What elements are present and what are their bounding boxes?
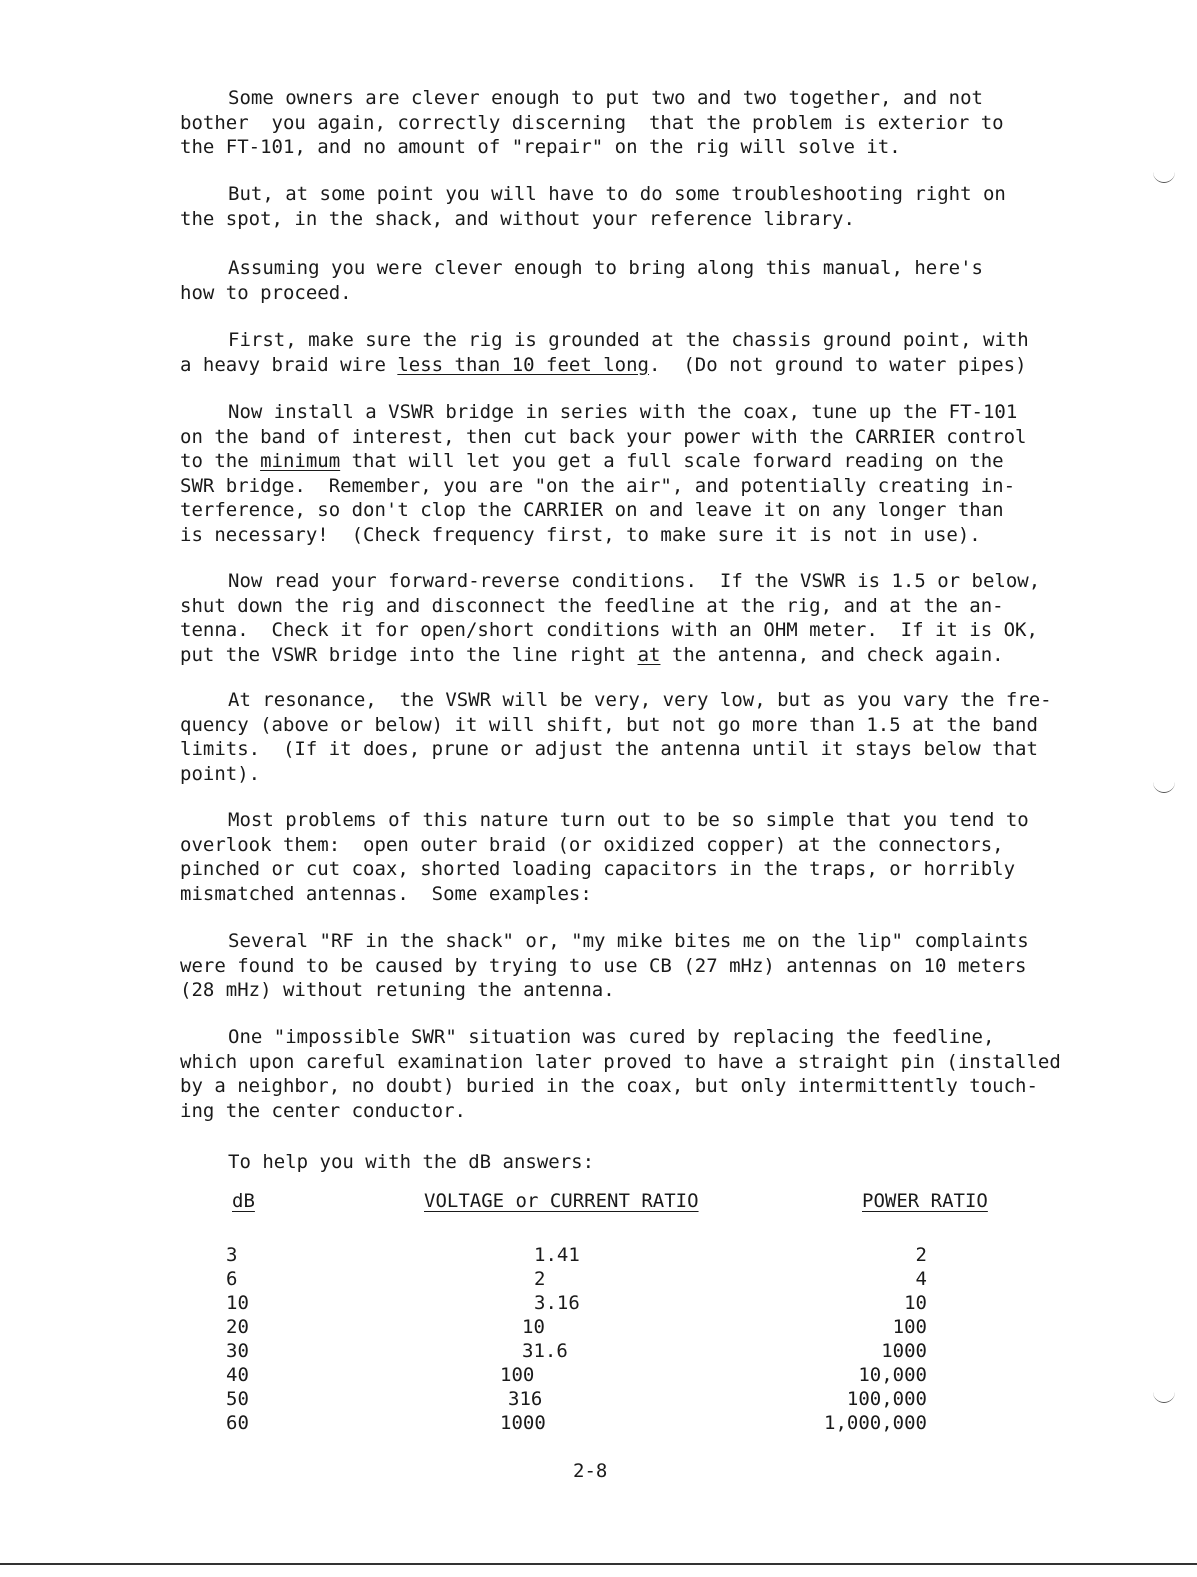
emphasis-underline: at <box>637 643 661 666</box>
paragraph-vswr-install <box>180 400 1080 547</box>
text-line: terference, so don't clop the CARRIER on and leave it on any longer than <box>180 499 1004 521</box>
paragraph-problems <box>180 808 1080 906</box>
emphasis-underline: minimum <box>260 450 341 472</box>
text-line: overlook them: open outer braid (or oxidized copper) at the connectors, <box>180 833 1004 856</box>
voltage-cell: 10 <box>522 1316 545 1338</box>
text-line: to the minimum that will let you get a full scale forward reading on the <box>180 450 1004 472</box>
voltage-cell: 316 <box>508 1388 543 1410</box>
power-column-header: POWER RATIO <box>862 1190 988 1212</box>
voltage-column <box>500 1243 610 1435</box>
text-line: is necessary! (Check frequency first, to make sure it is not in use). <box>180 523 981 546</box>
db-cell: 40 <box>226 1364 249 1386</box>
text-line: At resonance, the VSWR will be very, very low, but as you vary the fre- <box>228 689 1052 711</box>
text-line: limits. (If it does, prune or adjust the antenna until it stays below that <box>180 738 1038 760</box>
paragraph-impossible-swr <box>180 1025 1080 1123</box>
text-line: SWR bridge. Remember, you are "on the air", and potentially creating in- <box>180 474 1016 497</box>
text-line: put the VSWR bridge into the line right at the antenna, and check again. <box>180 643 1004 666</box>
paragraph-grounding <box>180 328 1080 377</box>
text-line: ing the center conductor. <box>180 1099 466 1122</box>
paragraph-resonance <box>180 688 1080 786</box>
text-line: But, at some point you will have to do some troubleshooting right on <box>228 183 1006 205</box>
voltage-cell: 1.41 <box>534 1244 580 1266</box>
text-line: One "impossible SWR" situation was cured by replacing the feedline, <box>228 1026 995 1048</box>
db-cell: 20 <box>226 1316 249 1338</box>
text-line: a heavy braid wire less than 10 feet long. (Do not ground to water pipes) <box>180 353 1027 376</box>
binder-hole-mark <box>1153 1392 1175 1403</box>
db-column <box>226 1243 249 1435</box>
voltage-cell: 1000 <box>500 1412 546 1434</box>
text-line: were found to be caused by trying to use CB (27 mHz) antennas on 10 meters <box>180 954 1027 977</box>
text-line: First, make sure the rig is grounded at the chassis ground point, with <box>228 329 1029 351</box>
paragraph-db-intro <box>180 1150 1080 1175</box>
text-line: Several "RF in the shack" or, "my mike bites me on the lip" complaints <box>228 930 1029 952</box>
db-column-header: dB <box>232 1190 255 1212</box>
db-cell: 50 <box>226 1388 249 1410</box>
text-line: Now read your forward-reverse conditions. If the VSWR is 1.5 or below, <box>228 570 1041 592</box>
power-cell: 10 <box>904 1292 927 1314</box>
power-cell: 100 <box>892 1316 927 1338</box>
voltage-cell: 31.6 <box>522 1340 568 1362</box>
text-line: tenna. Check it for open/short conditions with an OHM meter. If it is OK, <box>180 619 1038 641</box>
text-line: Now install a VSWR bridge in series with the coax, tune up the FT-101 <box>228 401 1018 423</box>
text-line: Assuming you were clever enough to bring along this manual, here's <box>228 257 983 279</box>
voltage-cell: 100 <box>500 1364 535 1386</box>
power-cell: 100,000 <box>846 1388 927 1410</box>
power-cell: 10,000 <box>858 1364 927 1386</box>
text-line: mismatched antennas. Some examples: <box>180 882 592 905</box>
binder-hole-mark <box>1153 172 1175 183</box>
db-cell: 30 <box>226 1340 249 1362</box>
page-bottom-edge <box>0 1563 1197 1565</box>
text-line: which upon careful examination later proved to have a straight pin (installed <box>180 1050 1061 1073</box>
voltage-column-header: VOLTAGE or CURRENT RATIO <box>424 1190 699 1212</box>
paragraph-assuming <box>180 256 1080 305</box>
emphasis-underline: less than 10 feet long <box>397 353 650 376</box>
text-line: by a neighbor, no doubt) buried in the coax, but only intermittently touch- <box>180 1075 1038 1097</box>
voltage-cell: 3.16 <box>534 1292 580 1314</box>
db-cell: 10 <box>226 1292 249 1314</box>
voltage-cell: 2 <box>534 1268 546 1290</box>
text-line: To help you with the dB answers: <box>228 1151 595 1173</box>
text-line: how to proceed. <box>180 281 352 304</box>
power-cell: 4 <box>915 1268 927 1290</box>
text-line: (28 mHz) without retuning the antenna. <box>180 979 615 1001</box>
text-line: quency (above or below) it will shift, but not go more than 1.5 at the band <box>180 713 1038 736</box>
paragraph-troubleshooting <box>180 182 1080 231</box>
text-line: on the band of interest, then cut back your power with the CARRIER control <box>180 425 1027 448</box>
binder-hole-mark <box>1153 782 1175 793</box>
text-line: pinched or cut coax, shorted loading capacitors in the traps, or horribly <box>180 858 1016 880</box>
power-cell: 2 <box>915 1244 927 1266</box>
text-line: Some owners are clever enough to put two and two together, and not <box>228 87 983 109</box>
db-cell: 3 <box>226 1244 238 1266</box>
text-line: bother you again, correctly discerning that the problem is exterior to <box>180 111 1004 134</box>
text-line: the spot, in the shack, and without your reference library. <box>180 207 855 230</box>
paragraph-owners <box>180 86 1080 160</box>
power-cell: 1000 <box>881 1340 927 1362</box>
paragraph-forward-reverse <box>180 569 1080 667</box>
db-cell: 6 <box>226 1268 238 1290</box>
text-line: the FT-101, and no amount of "repair" on the rig will solve it. <box>180 136 901 158</box>
page-number: 2-8 <box>573 1460 608 1482</box>
power-column <box>800 1243 927 1435</box>
paragraph-rf-shack <box>180 929 1080 1003</box>
text-line: Most problems of this nature turn out to be so simple that you tend to <box>228 809 1029 831</box>
text-line: shut down the rig and disconnect the feedline at the rig, and at the an- <box>180 594 1004 617</box>
power-cell: 1,000,000 <box>824 1412 927 1434</box>
db-cell: 60 <box>226 1412 249 1434</box>
text-line: point). <box>180 762 261 785</box>
